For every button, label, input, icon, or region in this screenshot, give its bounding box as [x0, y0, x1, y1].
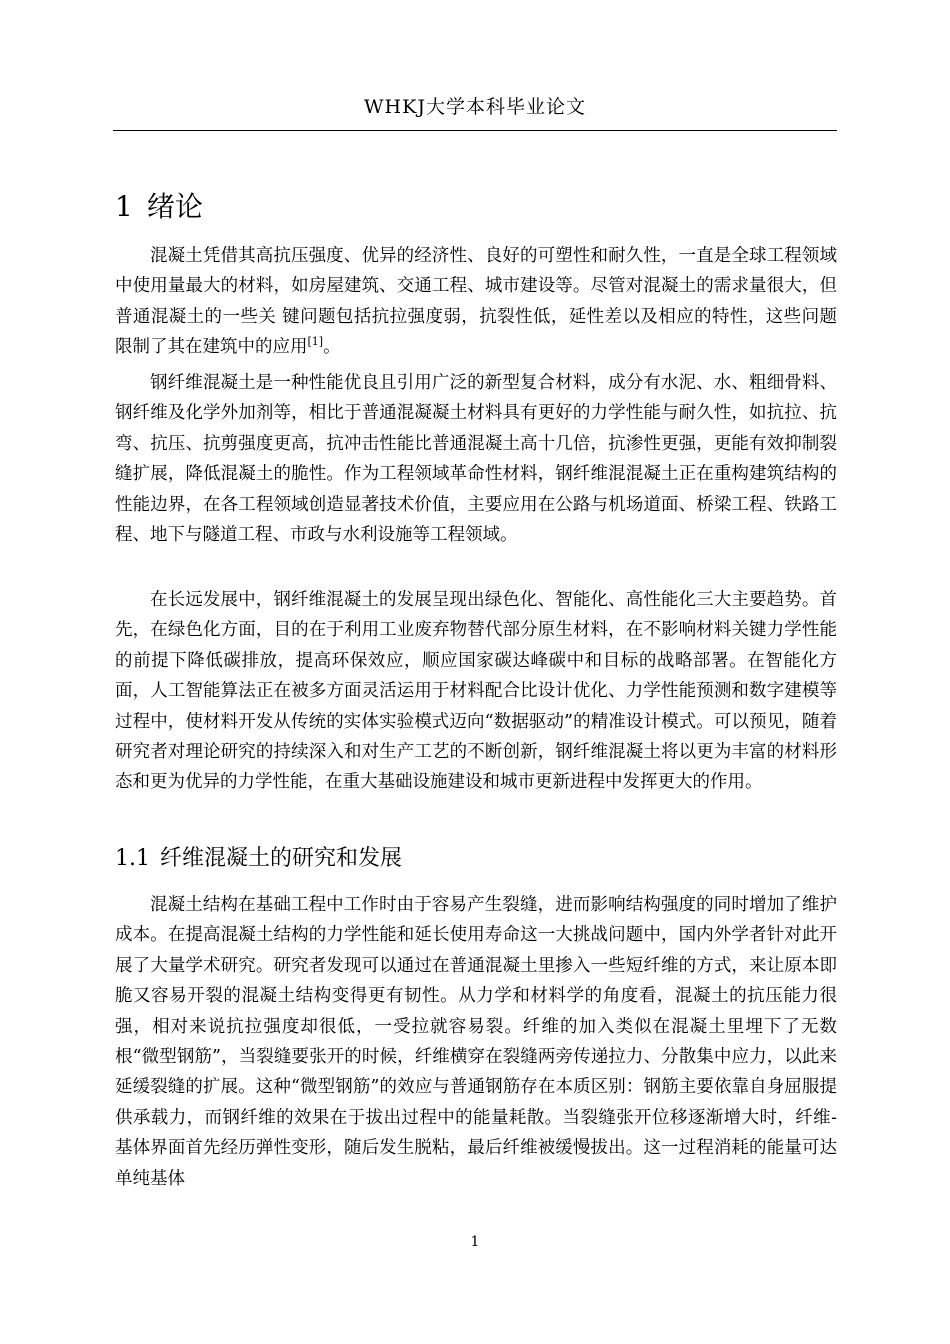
chapter-title: 绪论 [146, 190, 203, 223]
running-header: WHKJ大学本科毕业论文 [364, 96, 586, 118]
citation-marker: [1] [307, 335, 324, 349]
section-number: 1.1 [115, 846, 150, 871]
paragraph-1-end: 。 [323, 337, 341, 358]
paragraph-1 [115, 241, 837, 363]
chapter-heading [115, 188, 203, 226]
chapter-number: 1 [115, 190, 133, 223]
header-divider [113, 130, 837, 131]
page-number: 1 [470, 1234, 480, 1250]
paragraph-4: 混凝土结构在基础工程中工作时由于容易产生裂缝，进而影响结构强度的同时增加了维护成本。在提高混凝土结构的力学性能和延长使用寿命这一大挑战问题中，国内外学者针对此开展了大量学术研究。研究者发现可以通过在普通混凝土里掺入一些短纤维的方式，来让原本即脆又容易开裂的混凝土结构变得更有韧性。从力学和材料学的角度看，混凝土的抗压能力很强，相对来说抗拉强度却很低，一受拉就容易裂。纤维的加入类似在混凝土里埋下了无数根“微型钢筋”，当裂缝要张开的时候，纤维横穿在裂缝两旁传递拉力、分散集中应力，以此来延缓裂缝的扩展。这种“微型钢筋”的效应与普通钢筋存在本质区别：钢筋主要依靠自身屈服提供承载力，而钢纤维的效果在于拔出过程中的能量耗散。当裂缝张开位移逐渐增大时，纤维-基体界面首先经历弹性变形，随后发生脱粘，最后纤维被缓慢拔出。这一过程消耗的能量可达单纯基体 [115, 895, 837, 1189]
section-heading [115, 842, 402, 876]
paragraph-1-text: 混凝土凭借其高抗压强度、优异的经济性、良好的可塑性和耐久性，一直是全球工程领域中使用量最大的材料，如房屋建筑、交通工程、城市建设等。尽管对混凝土的需求量很大，但普通混凝土的一些关 键问题包括抗拉强度弱，抗裂性低，延性差以及相应的特性，这些问题限制了其在建筑中的应用 [115, 246, 837, 358]
paragraph-3: 在长远发展中，钢纤维混凝土的发展呈现出绿色化、智能化、高性能化三大主要趋势。首先，在绿色化方面，目的在于利用工业废弃物替代部分原生材料，在不影响材料关键力学性能的前提下降低碳排放，提高环保效应，顺应国家碳达峰碳中和目标的战略部署。在智能化方面，人工智能算法正在被多方面灵活运用于材料配合比设计优化、力学性能预测和数字建模等过程中，使材料开发从传统的实体实验模式迈向“数据驱动”的精准设计模式。可以预见，随着研究者对理论研究的持续深入和对生产工艺的不断创新，钢纤维混凝土将以更为丰富的材料形态和更为优异的力学性能，在重大基础设施建设和城市更新进程中发挥更大的作用。 [115, 590, 837, 793]
section-title: 纤维混凝土的研究和发展 [160, 846, 403, 871]
paragraph-2: 钢纤维混凝土是一种性能优良且引用广泛的新型复合材料，成分有水泥、水、粗细骨料、钢纤维及化学外加剂等，相比于普通混凝凝土材料具有更好的力学性能与耐久性，如抗拉、抗弯、抗压、抗剪强度更高，抗冲击性能比普通混凝土高十几倍，抗渗性更强，更能有效抑制裂缝扩展，降低混凝土的脆性。作为工程领域革命性材料，钢纤维混混凝土正在重构建筑结构的性能边界，在各工程领域创造显著技术价值，主要应用在公路与机场道面、桥梁工程、铁路工程、地下与隧道工程、市政与水利设施等工程领域。 [115, 373, 837, 546]
